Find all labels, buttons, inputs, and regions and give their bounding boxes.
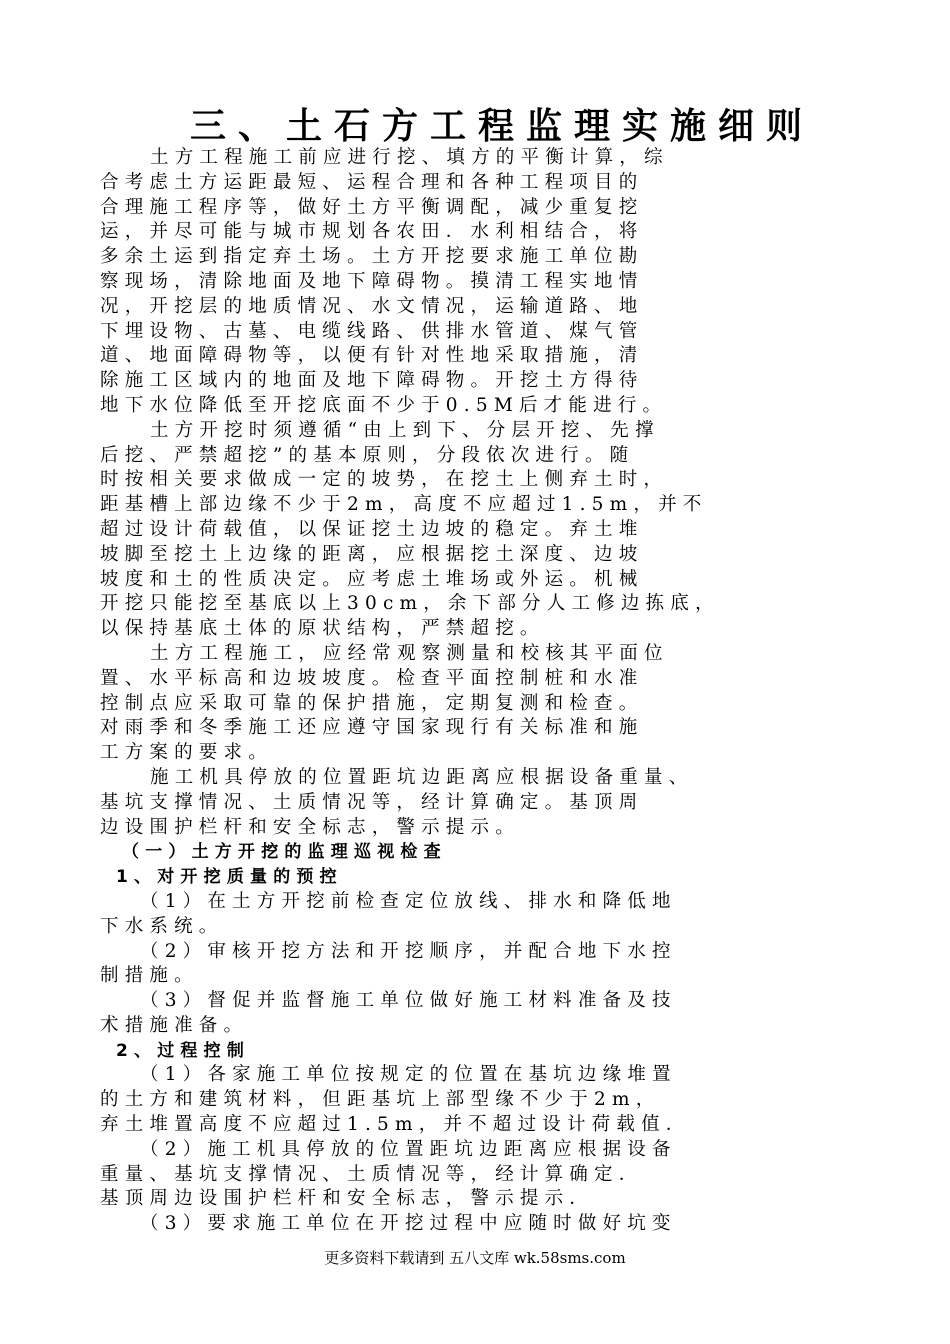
text-line: 距基槽上部边缘不少于2m，高度不应超过1.5m，并不 <box>100 494 708 516</box>
section-heading: （一）土方开挖的监理巡视检查 <box>122 842 447 863</box>
section-heading: 2、过程控制 <box>116 1040 251 1061</box>
text-line: 置、水平标高和边坡坡度。检查平面控制桩和水准 <box>100 667 644 689</box>
text-line: 重量、基坑支撑情况、土质情况等，经计算确定． <box>100 1163 644 1185</box>
text-line: 多余土运到指定弃土场。土方开挖要求施工单位勘 <box>100 246 644 268</box>
text-line: 弃土堆置高度不应超过1.5m，并不超过设计荷载值． <box>100 1114 691 1136</box>
footer-link-text[interactable]: 更多资料下载请到 五八文库 wk.58sms.com <box>324 1249 626 1267</box>
text-line: 施工机具停放的位置距坑边距离应根据设备重量、 <box>150 766 694 788</box>
text-line: 下水系统。 <box>100 915 224 937</box>
text-line: 以保持基底土体的原状结构，严禁超挖。 <box>100 618 545 640</box>
text-line: 制措施。 <box>100 965 199 987</box>
text-line: （3）督促并监督施工单位做好施工材料准备及技 <box>140 990 677 1012</box>
text-line: 土方开挖时须遵循“由上到下、分层开挖、先撑 <box>150 419 660 441</box>
text-line: 土方工程施工，应经常观察测量和校核其平面位 <box>150 642 669 664</box>
text-line: 控制点应采取可靠的保护措施，定期复测和检查。 <box>100 692 644 714</box>
text-line: 坡度和土的性质决定。应考虑土堆场或外运。机械 <box>100 568 644 590</box>
text-line: 开挖只能挖至基底以上30cm，余下部分人工修边拣底， <box>100 593 720 615</box>
text-line: 工方案的要求。 <box>100 742 273 764</box>
section-heading: 1、对开挖质量的预控 <box>116 867 343 888</box>
page-title: 三、土石方工程监理实施细则 <box>190 106 815 147</box>
text-line: 时按相关要求做成一定的坡势，在挖土上侧弃土时， <box>100 469 669 491</box>
text-line: 运，并尽可能与城市规划各农田．水利相结合，将 <box>100 221 644 243</box>
text-line: （2）审核开挖方法和开挖顺序，并配合地下水控 <box>140 940 677 962</box>
text-line: 下埋设物、古墓、电缆线路、供排水管道、煤气管 <box>100 320 644 342</box>
text-line: 土方工程施工前应进行挖、填方的平衡计算，综 <box>150 147 669 168</box>
text-line: 道、地面障碍物等，以便有针对性地采取措施，清 <box>100 345 644 367</box>
text-line: 边设围护栏杆和安全标志，警示提示。 <box>100 816 520 838</box>
text-line: 合考虑土方运距最短、运程合理和各种工程项目的 <box>100 171 644 193</box>
text-line: 察现场，清除地面及地下障碍物。摸清工程实地情 <box>100 270 644 292</box>
text-line: 术措施准备。 <box>100 1014 249 1036</box>
text-line: 基顶周边设围护栏杆和安全标志，警示提示． <box>100 1188 595 1210</box>
text-line: 的土方和建筑材料，但距基坑上部型缘不少于2m， <box>100 1089 661 1111</box>
text-line: （1）在土方开挖前检查定位放线、排水和降低地 <box>140 890 677 912</box>
text-line: 后挖、严禁超挖”的基本原则，分段依次进行。随 <box>100 444 635 466</box>
text-line: 坡脚至挖土上边缘的距离，应根据挖土深度、边坡 <box>100 543 644 565</box>
text-line: （2）施工机具停放的位置距坑边距离应根据设备 <box>140 1138 677 1160</box>
text-line: 对雨季和冬季施工还应遵守国家现行有关标准和施 <box>100 717 644 739</box>
text-line: 超过设计荷载值，以保证挖土边坡的稳定。弃土堆 <box>100 518 644 540</box>
text-line: 况，开挖层的地质情况、水文情况，运输道路、地 <box>100 295 644 317</box>
body-text <box>100 146 860 1237</box>
text-line: （1）各家施工单位按规定的位置在基坑边缘堆置 <box>140 1064 677 1086</box>
text-line: （3）要求施工单位在开挖过程中应随时做好坑变 <box>140 1213 677 1235</box>
text-line: 除施工区域内的地面及地下障碍物。开挖土方得待 <box>100 370 644 392</box>
text-line: 基坑支撑情况、土质情况等，经计算确定。基顶周 <box>100 791 644 813</box>
text-line: 合理施工程序等，做好土方平衡调配，减少重复挖 <box>100 196 644 218</box>
text-line: 地下水位降低至开挖底面不少于0.5M后才能进行。 <box>100 394 668 416</box>
